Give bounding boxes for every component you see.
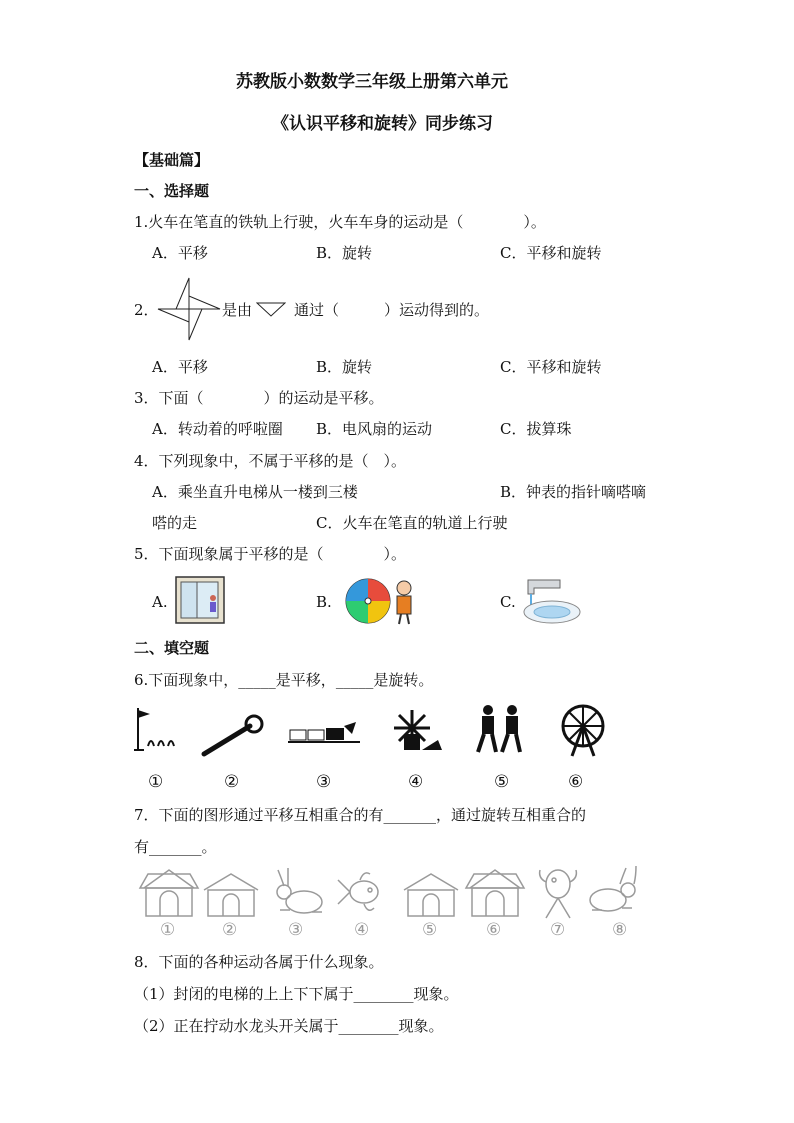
train-icon [286,716,362,746]
ferris-wheel-icon [554,700,612,758]
q7-label: ③ [288,920,304,940]
q7-line1: 7．下面的图形通过平移互相重合的有_______，通过旋转互相重合的 [134,806,587,824]
rabbit-icon [586,864,648,916]
spinning-wheel-icon [344,576,418,626]
wrench-icon [200,714,266,758]
house-outline-icon [402,870,460,918]
q7-label: ⑧ [612,920,628,940]
q1-option-c: C．平移和旋转 [500,244,602,262]
q6-label: ② [224,772,240,792]
q7-label: ④ [354,920,370,940]
q7-label: ⑥ [486,920,502,940]
q6-stem: 6.下面现象中，_____是平移，_____是旋转。 [134,671,434,689]
page-subtitle: 《认识平移和旋转》同步练习 [272,114,493,134]
pinwheel-figure [156,276,222,342]
q4-option-b-continued: 嗒的走 [152,514,198,532]
doghouse-icon [464,866,526,920]
q8-stem: 8．下面的各种运动各属于什么现象。 [134,953,384,971]
q7-label: ① [160,920,176,940]
q3-stem: 3．下面（ ）的运动是平移。 [134,389,384,407]
q4-stem: 4．下列现象中，不属于平移的是（ ）。 [134,452,407,470]
goldfish-icon [334,866,390,918]
q6-label: ⑤ [494,772,510,792]
q5-stem: 5．下面现象属于平移的是（ ）。 [134,545,407,563]
q7-label: ② [222,920,238,940]
q2-connector-text: 是由 [222,301,253,319]
q4-option-c: C．火车在笔直的轨道上行驶 [316,514,508,532]
q3-option-b: B．电风扇的运动 [316,420,433,438]
house-outline-icon [202,870,260,918]
q2-number: 2． [134,301,159,319]
q3-option-a: A．转动着的呼啦圈 [152,420,283,438]
q7-label: ⑤ [422,920,438,940]
q1-option-b: B．旋转 [316,244,373,262]
q8-sub1: （1）封闭的电梯的上上下下属于________现象。 [134,985,459,1003]
q2-option-a: A．平移 [152,358,208,376]
doghouse-icon [138,866,200,920]
q6-label: ① [148,772,164,792]
flag-raising-icon [132,706,182,754]
q1-option-a: A．平移 [152,244,208,262]
goldfish-rotated-icon [534,864,584,922]
q4-option-b: B．钟表的指针嘀嗒嘀 [500,483,647,501]
section-basic-heading: 【基础篇】 [134,151,210,169]
page-title: 苏教版小数数学三年级上册第六单元 [236,72,508,92]
q5-option-a-label: A. [152,593,168,611]
q6-label: ④ [408,772,424,792]
triangle-figure [256,302,286,318]
q7-line2: 有_______。 [134,838,217,856]
part2-heading: 二、填空题 [134,639,210,657]
q4-option-a: A．乘坐直升电梯从一楼到三楼 [152,483,358,501]
q3-option-c: C．拔算珠 [500,420,572,438]
q2-tail: 通过（ ）运动得到的。 [294,301,490,319]
sliding-window-icon [175,576,225,624]
q8-sub2: （2）正在拧动水龙头开关属于________现象。 [134,1017,444,1035]
rabbit-icon [266,866,328,918]
q2-option-b: B．旋转 [316,358,373,376]
q7-label: ⑦ [550,920,566,940]
q6-label: ③ [316,772,332,792]
q5-option-b-label: B. [316,593,332,611]
q1-stem: 1.火车在笔直的铁轨上行驶，火车车身的运动是（ ）。 [134,213,546,231]
q2-option-c: C．平移和旋转 [500,358,602,376]
q5-option-c-label: C. [500,593,516,611]
q6-label: ⑥ [568,772,584,792]
faucet-sink-icon [520,574,584,626]
part1-heading: 一、选择题 [134,182,210,200]
windmill-icon [388,706,444,754]
walking-people-icon [470,702,530,756]
